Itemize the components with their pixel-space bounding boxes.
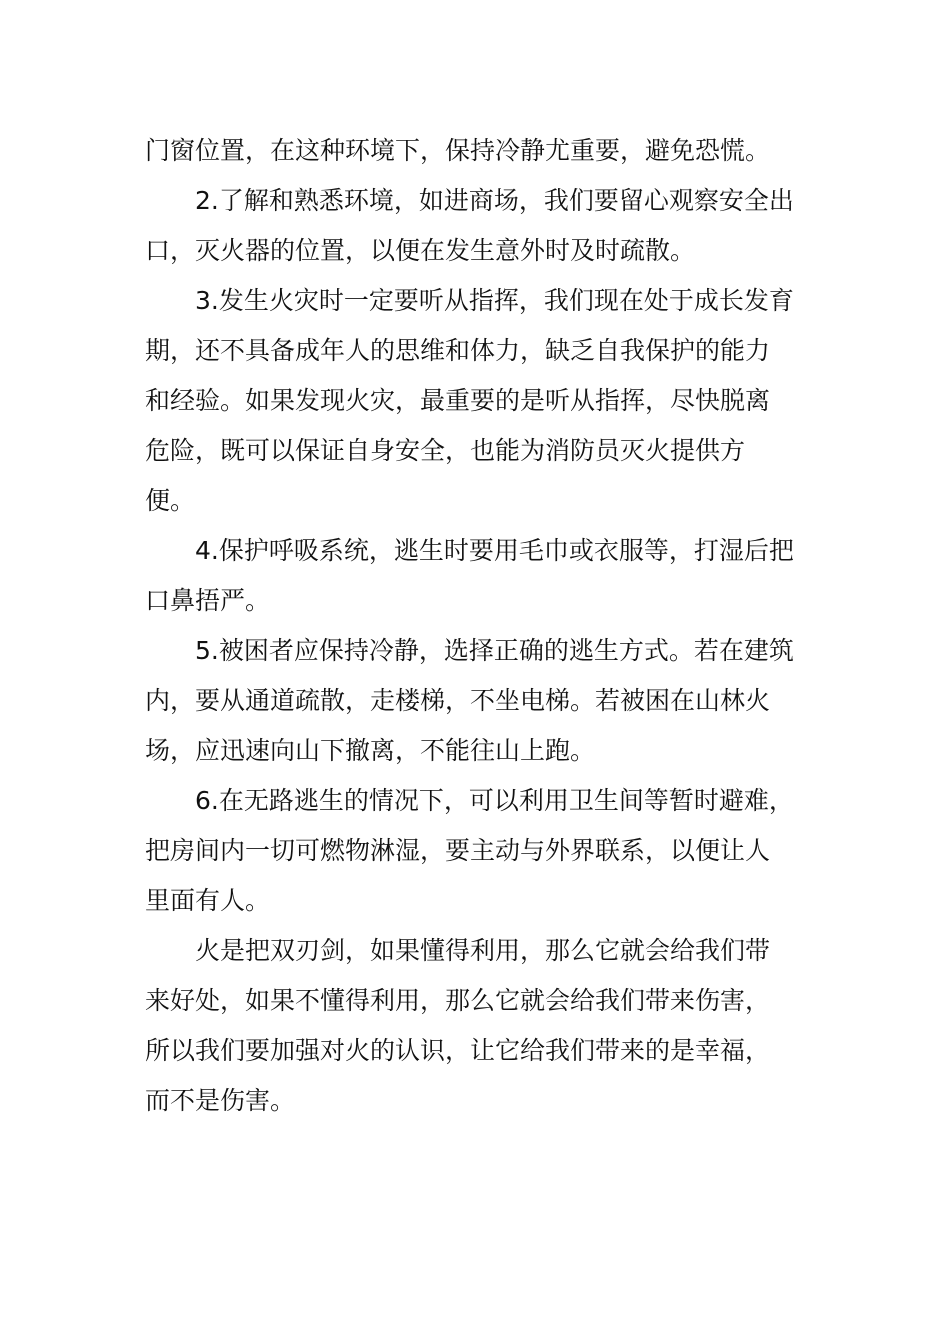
text-line: 把房间内一切可燃物淋湿，要主动与外界联系，以便让人 bbox=[145, 836, 771, 865]
text-line: 火是把双刃剑，如果懂得利用，那么它就会给我们带 bbox=[195, 936, 771, 965]
text-line: 和经验。如果发现火灾，最重要的是听从指挥，尽快脱离 bbox=[145, 386, 771, 415]
document-body bbox=[145, 126, 815, 1126]
text-line: 危险，既可以保证自身安全，也能为消防员灭火提供方 bbox=[145, 436, 746, 465]
text-line: 口，灭火器的位置，以便在发生意外时及时疏散。 bbox=[145, 236, 696, 265]
text-line: 5.被困者应保持冷静，选择正确的逃生方式。若在建筑 bbox=[195, 636, 794, 665]
text-line: 2.了解和熟悉环境，如进商场，我们要留心观察安全出 bbox=[195, 186, 794, 215]
text-line: 里面有人。 bbox=[145, 886, 271, 915]
text-line: 便。 bbox=[145, 486, 196, 515]
text-line: 口鼻捂严。 bbox=[145, 586, 271, 615]
text-line: 场，应迅速向山下撤离，不能往山上跑。 bbox=[145, 736, 596, 765]
text-line: 来好处，如果不懂得利用，那么它就会给我们带来伤害， bbox=[145, 986, 771, 1015]
text-line: 6.在无路逃生的情况下，可以利用卫生间等暂时避难， bbox=[195, 786, 794, 815]
text-line: 门窗位置，在这种环境下，保持冷静尤重要，避免恐慌。 bbox=[145, 136, 771, 165]
text-line: 内，要从通道疏散，走楼梯，不坐电梯。若被困在山林火 bbox=[145, 686, 771, 715]
text-line: 4.保护呼吸系统，逃生时要用毛巾或衣服等，打湿后把 bbox=[195, 536, 794, 565]
text-line: 而不是伤害。 bbox=[145, 1086, 296, 1115]
text-line: 3.发生火灾时一定要听从指挥，我们现在处于成长发育 bbox=[195, 286, 794, 315]
text-line: 所以我们要加强对火的认识，让它给我们带来的是幸福， bbox=[145, 1036, 771, 1065]
text-line: 期，还不具备成年人的思维和体力，缺乏自我保护的能力 bbox=[145, 336, 771, 365]
